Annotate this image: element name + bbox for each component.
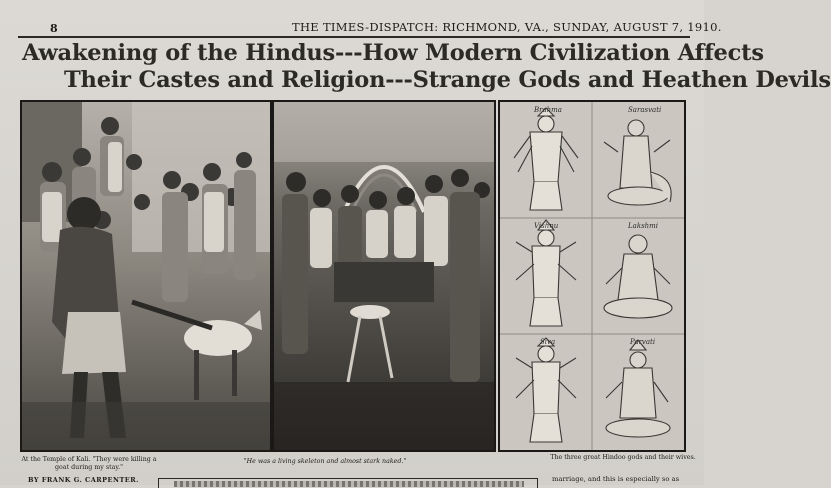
- caption-living-skeleton: "He was a living skeleton and almost stark naked.": [243, 458, 407, 465]
- masthead-rule: [18, 36, 690, 38]
- god-label-parvati: Parvati: [630, 338, 656, 346]
- god-label-vishnu: Vishnu: [534, 222, 559, 230]
- gods-illustration: [500, 102, 684, 450]
- photo-living-skeleton: [272, 100, 496, 452]
- caption-temple-of-kali: At the Temple of Kali. "They were killing a goat during my stay.": [21, 456, 157, 471]
- god-label-brahma: Brahma: [534, 106, 562, 114]
- photo-temple-of-kali-image: [22, 102, 270, 450]
- god-label-siva: Siva: [540, 338, 556, 346]
- gods-illustration-panel: [498, 100, 686, 452]
- byline: BY FRANK G. CARPENTER.: [28, 476, 139, 484]
- headline-line-2: Their Castes and Religion---Strange Gods and Heathen Devils: [64, 67, 831, 93]
- masthead: [0, 0, 722, 40]
- photo-living-skeleton-image: [274, 102, 494, 450]
- bottom-image-strip: [174, 481, 524, 487]
- page-number: 8: [50, 22, 58, 35]
- god-label-lakshmi: Lakshmi: [628, 222, 659, 230]
- headline-line-1: Awakening of the Hindus---How Modern Civilization Affects: [22, 40, 764, 66]
- photo-temple-of-kali: [20, 100, 272, 452]
- article-body-fragment: marriage, and this is especially so as: [552, 475, 680, 483]
- god-label-sarasvati: Sarasvati: [628, 106, 662, 114]
- headline: [0, 40, 831, 100]
- masthead-text: THE TIMES-DISPATCH: RICHMOND, VA., SUNDAY, AUGUST 7, 1910.: [292, 20, 722, 34]
- caption-hindoo-gods: The three great Hindoo gods and their wives.: [550, 454, 696, 461]
